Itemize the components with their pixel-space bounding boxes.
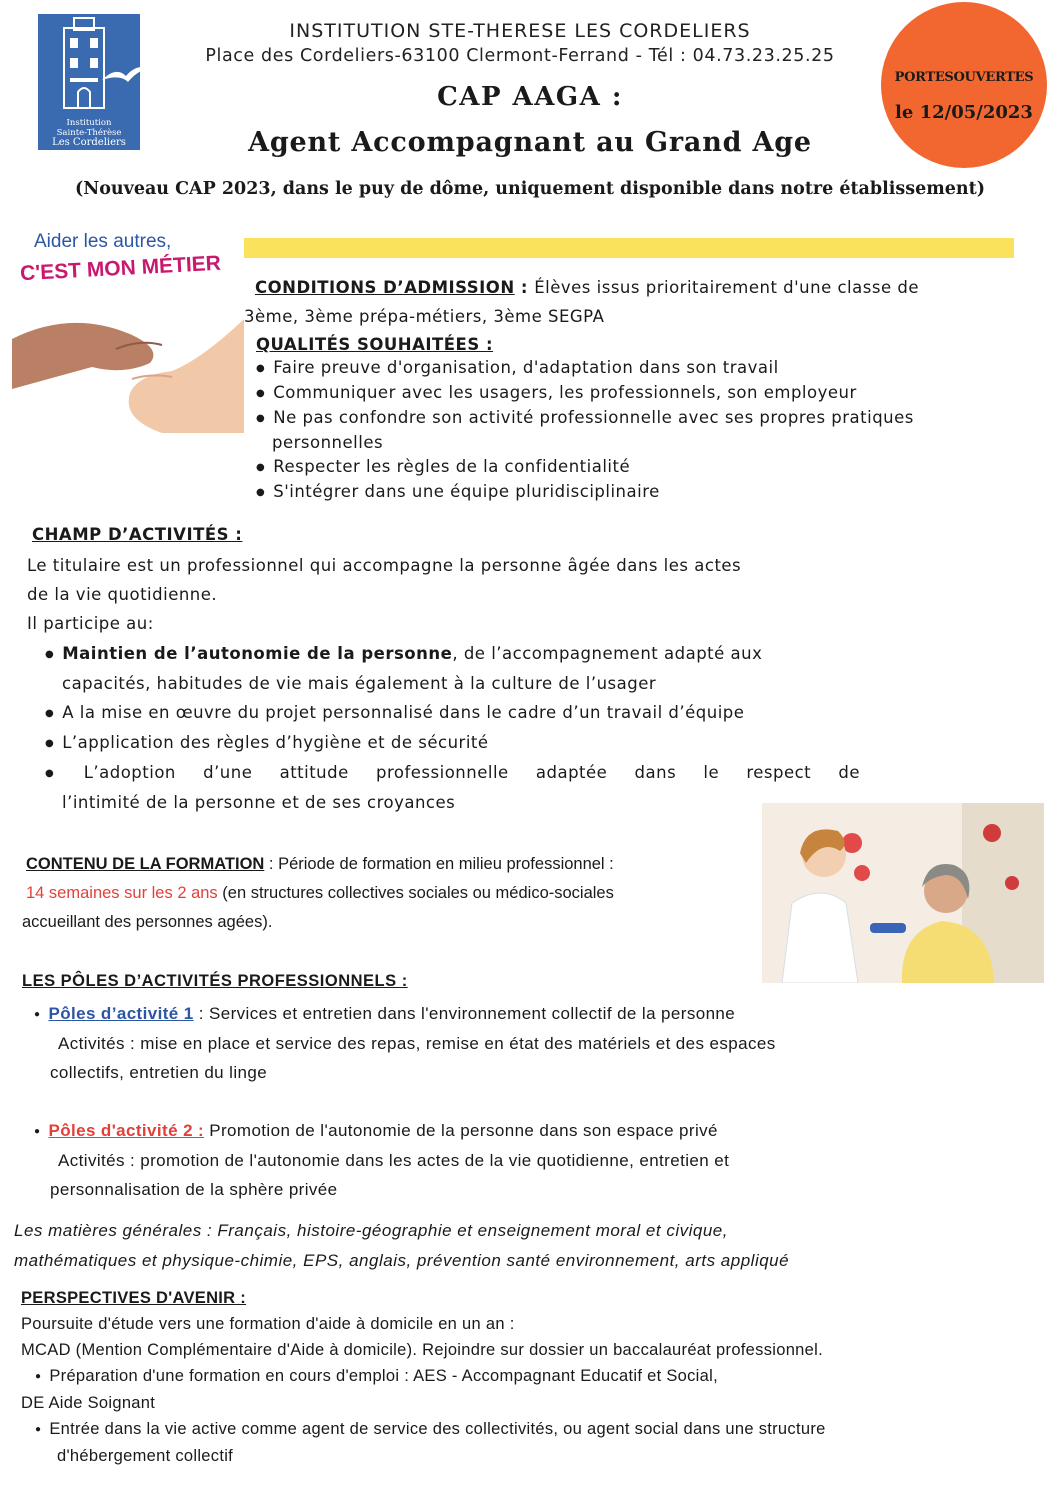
hands-illustration bbox=[12, 279, 244, 433]
contenu-duration: 14 semaines sur les 2 ans bbox=[26, 884, 218, 902]
matieres-line-2: mathématiques et physique-chimie, EPS, anglais, prévention santé environnement, arts appliqué bbox=[14, 1251, 790, 1270]
list-item: ● S'intégrer dans une équipe pluridisciplinaire bbox=[256, 482, 660, 501]
champ-heading: CHAMP D’ACTIVITÉS : bbox=[32, 525, 243, 544]
poles-block: ● Pôles d’activité 1 : Services et entretien dans l'environnement collectif de la personne Activités : mise en place et service des repas, remise en état des matériels et des espaces collectifs, entretien du linge ● Pôles d'activité 2 : Promotion de l'autonomie de la personne dans son espace privé Activités : promotion de l'autonomie dans les actes de la vie quotidienne, entretien et personnalisation de la sphère privée bbox=[34, 999, 1034, 1204]
admission-line-1 bbox=[255, 276, 1045, 300]
list-item: ● L’adoption d’une attitude professionnelle adaptée dans le respect de bbox=[45, 763, 860, 782]
qualites-list bbox=[256, 356, 1036, 505]
perspectives-block: PERSPECTIVES D'AVENIR : Poursuite d'étude vers une formation d'aide à domicile en un an : MCAD (Mention Complémentaire d'Aide à domicile). Rejoindre sur dossier un baccalauréat professionnel. ● Préparation d'une formation en cours d'emploi : AES - Accompagnant Educatif et Social, DE Aide Soignant ● Entrée dans la vie active comme agent de service des collectivités, ou agent social dans une structure d'hébergement collectif bbox=[21, 1285, 1051, 1469]
caregiver-photo bbox=[762, 803, 1044, 983]
institution-logo bbox=[38, 14, 140, 150]
contenu-heading: CONTENU DE LA FORMATION bbox=[26, 855, 265, 873]
contenu-block: CONTENU DE LA FORMATION : Période de formation en milieu professionnel : 14 semaines sur les 2 ans (en structures collectives sociales ou médico-sociales accueillant des personnes agées). bbox=[22, 855, 614, 931]
list-item: ● Préparation d'une formation en cours d'emploi : AES - Accompagnant Educatif et Social, bbox=[35, 1367, 718, 1385]
header-note: (Nouveau CAP 2023, dans le puy de dôme, uniquement disponible dans notre établissement) bbox=[74, 179, 986, 199]
pole-2: ● Pôles d'activité 2 : Promotion de l'autonomie de la personne dans son espace privé bbox=[34, 1121, 718, 1140]
list-item: ● A la mise en œuvre du projet personnalisé dans le cadre d’un travail d’équipe bbox=[45, 703, 745, 722]
helping-hands-image bbox=[12, 229, 244, 433]
champ-list bbox=[45, 639, 860, 817]
admission-sep: : bbox=[514, 278, 535, 297]
open-day-badge bbox=[881, 2, 1047, 168]
institution-name: INSTITUTION STE-THERESE LES CORDELIERS bbox=[289, 20, 751, 42]
perspectives-heading: PERSPECTIVES D'AVENIR : bbox=[21, 1289, 247, 1307]
champ-block bbox=[27, 551, 867, 638]
pole-1: ● Pôles d’activité 1 : Services et entretien dans l'environnement collectif de la personne bbox=[34, 1004, 736, 1023]
list-item-continued: l’intimité de la personne et de ses croyances bbox=[62, 793, 456, 812]
list-item: ● Faire preuve d'organisation, d'adaptation dans son travail bbox=[256, 358, 779, 377]
badge-date: le 12/05/2023 bbox=[895, 102, 1033, 123]
list-item: ● Respecter les règles de la confidentialité bbox=[256, 457, 631, 476]
logo-line-3: Les Cordeliers bbox=[52, 137, 126, 148]
qualites-heading: QUALITÉS SOUHAITÉES : bbox=[256, 335, 494, 354]
pole-2-link[interactable]: Pôles d'activité 2 : bbox=[48, 1121, 205, 1140]
caregiver-illustration bbox=[762, 803, 1044, 983]
champ-line-1: Le titulaire est un professionnel qui accompagne la personne âgée dans les actes bbox=[27, 556, 742, 575]
list-item: ● L’application des règles d’hygiène et de sécurité bbox=[45, 733, 489, 752]
logo-line-2: Sainte-Thérèse bbox=[56, 128, 122, 138]
image-caption-2: C'EST MON MÉTIER bbox=[19, 251, 222, 286]
poles-heading: LES PÔLES D’ACTIVITÉS PROFESSIONNELS : bbox=[22, 972, 408, 990]
logo-line-1: Institution bbox=[66, 118, 112, 128]
list-item: ● Maintien de l’autonomie de la personne, de l’accompagnement adapté aux bbox=[45, 644, 763, 663]
champ-line-3: Il participe au: bbox=[27, 614, 154, 633]
page-subtitle-title: Agent Accompagnant au Grand Age bbox=[248, 127, 812, 158]
institution-address: Place des Cordeliers-63100 Clermont-Ferrand - Tél : 04.73.23.25.25 bbox=[205, 46, 835, 66]
champ-line-2: de la vie quotidienne. bbox=[27, 585, 218, 604]
pole-1-link[interactable]: Pôles d’activité 1 bbox=[48, 1004, 194, 1023]
list-item: ● Communiquer avec les usagers, les professionnels, son employeur bbox=[256, 383, 857, 402]
highlight-bar bbox=[244, 238, 1014, 258]
list-item: ● Entrée dans la vie active comme agent de service des collectivités, ou agent social dans une structure bbox=[35, 1420, 826, 1438]
list-item: ● Ne pas confondre son activité professionnelle avec ses propres pratiques bbox=[256, 408, 914, 427]
admission-text-2: 3ème, 3ème prépa-métiers, 3ème SEGPA bbox=[244, 307, 605, 326]
page-title: CAP AAGA : bbox=[437, 82, 623, 112]
image-caption-1: Aider les autres, bbox=[34, 231, 172, 252]
list-item-continued: personnelles bbox=[272, 433, 384, 452]
badge-line-1: PORTESOUVERTES bbox=[894, 70, 1034, 85]
admission-text-1: Élèves issus prioritairement d'une classe de bbox=[534, 278, 919, 297]
matieres-block bbox=[14, 1216, 1054, 1276]
matieres-line-1: Les matières générales : Français, histoire-géographie et enseignement moral et civique, bbox=[14, 1221, 728, 1240]
admission-heading: CONDITIONS D’ADMISSION bbox=[255, 278, 515, 297]
list-item-continued: capacités, habitudes de vie mais également à la culture de l’usager bbox=[62, 674, 657, 693]
